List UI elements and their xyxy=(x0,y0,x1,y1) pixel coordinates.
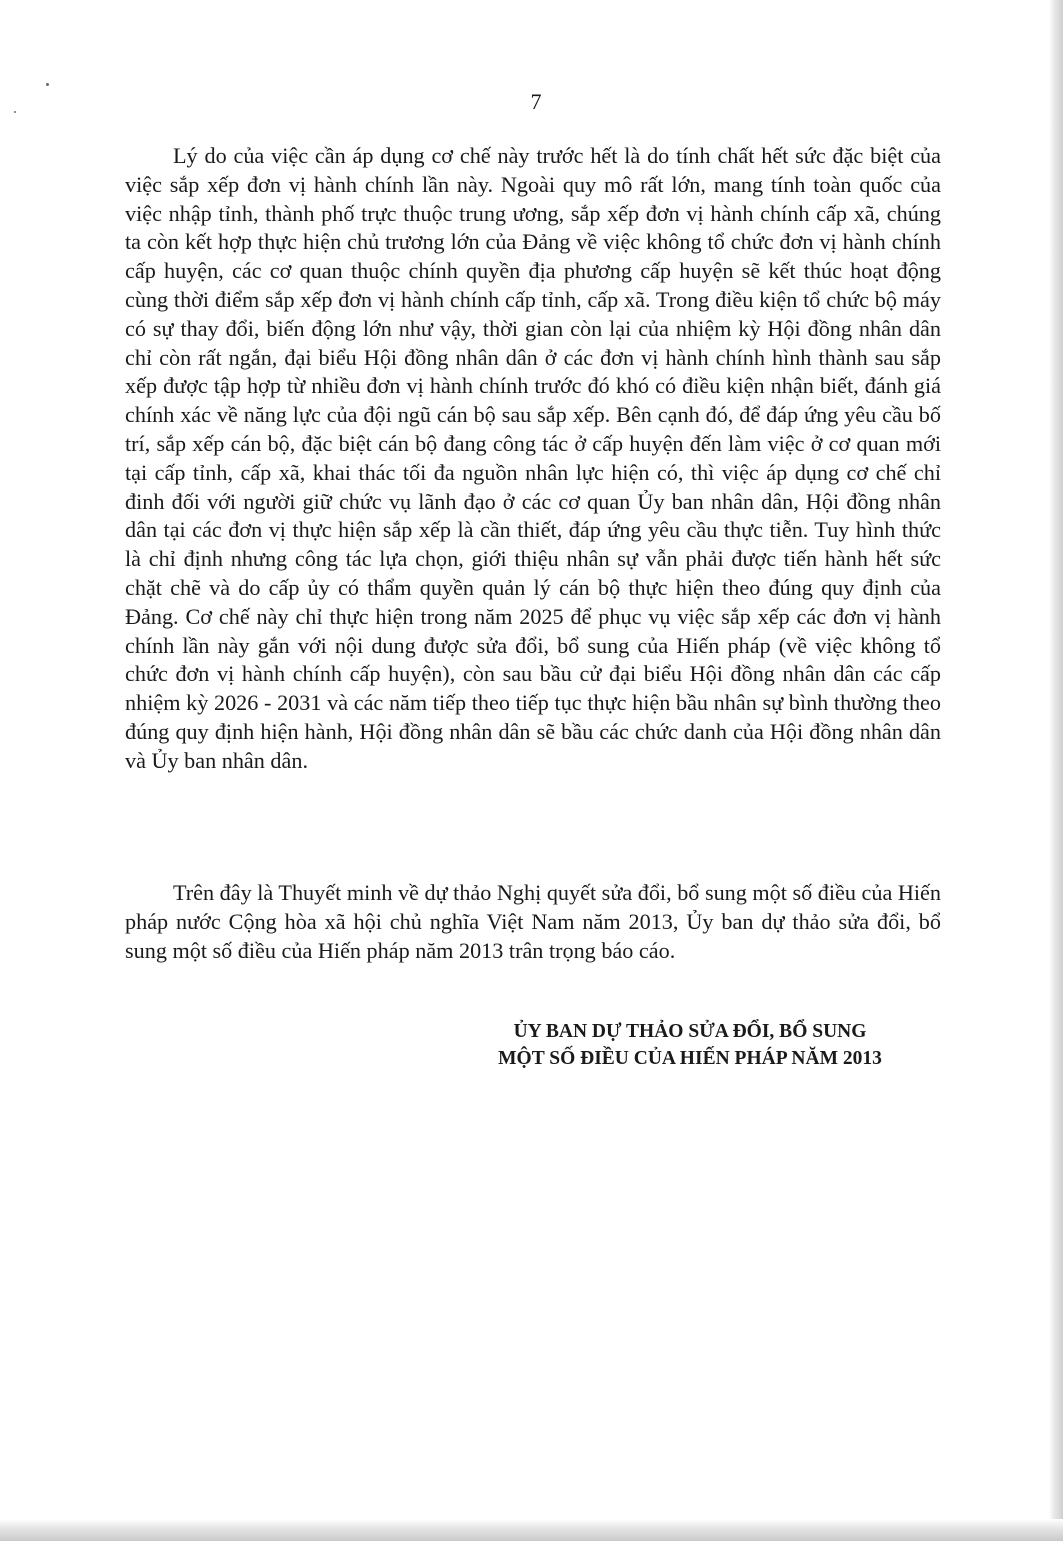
signature-block xyxy=(440,1018,940,1072)
signature-line-2: MỘT SỐ ĐIỀU CỦA HIẾN PHÁP NĂM 2013 xyxy=(498,1048,882,1069)
page-number: 7 xyxy=(530,89,542,114)
scan-shadow-right xyxy=(1049,0,1063,1541)
scan-shadow-bottom xyxy=(0,1519,1063,1541)
signature-line-1: ỦY BAN DỰ THẢO SỬA ĐỔI, BỔ SUNG xyxy=(513,1021,867,1042)
body-paragraph-closing: Trên đây là Thuyết minh về dự thảo Nghị quyết sửa đổi, bổ sung một số điều của Hiến pháp nước Cộng hòa xã hội chủ nghĩa Việt Nam năm 2013, Ủy ban dự thảo sửa đổi, bổ sung một số điều của Hiến pháp năm 2013 trân trọng báo cáo. xyxy=(125,880,941,963)
scan-speck xyxy=(46,83,49,86)
body-paragraph-reasoning: Lý do của việc cần áp dụng cơ chế này trước hết là do tính chất hết sức đặc biệt của việc sắp xếp đơn vị hành chính lần này. Ngoài quy mô rất lớn, mang tính toàn quốc của việc nhập tỉnh, thành phố trực thuộc trung ương, sắp xếp đơn vị hành chính cấp xã, chúng ta còn kết hợp thực hiện chủ trương lớn của Đảng về việc không tổ chức đơn vị hành chính cấp huyện, các cơ quan thuộc chính quyền địa phương cấp huyện sẽ kết thúc hoạt động cùng thời điểm sắp xếp đơn vị hành chính cấp tỉnh, cấp xã. Trong điều kiện tổ chức bộ máy có sự thay đổi, biến động lớn như vậy, thời gian còn lại của nhiệm kỳ Hội đồng nhân dân chỉ còn rất ngắn, đại biểu Hội đồng nhân dân ở các đơn vị hành chính hình thành sau sắp xếp được tập hợp từ nhiều đơn vị hành chính trước đó khó có điều kiện nhận biết, đánh giá chính xác về năng lực của đội ngũ cán bộ sau sắp xếp. Bên cạnh đó, để đáp ứng yêu cầu bố trí, sắp xếp cán bộ, đặc biệt cán bộ đang công tác ở cấp huyện đến làm việc ở cơ quan mới tại cấp tỉnh, cấp xã, khai thác tối đa nguồn nhân lực hiện có, thì việc áp dụng cơ chế chỉ đinh đối với người giữ chức vụ lãnh đạo ở các cơ quan Ủy ban nhân dân, Hội đồng nhân dân tại các đơn vị thực hiện sắp xếp là cần thiết, đáp ứng yêu cầu thực tiễn. Tuy hình thức là chỉ định nhưng công tác lựa chọn, giới thiệu nhân sự vẫn phải được tiến hành hết sức chặt chẽ và do cấp ủy có thẩm quyền quản lý cán bộ thực hiện theo đúng quy định của Đảng. Cơ chế này chỉ thực hiện trong năm 2025 để phục vụ việc sắp xếp các đơn vị hành chính lần này gắn với nội dung được sửa đổi, bổ sung của Hiến pháp (về việc không tổ chức đơn vị hành chính cấp huyện), còn sau bầu cử đại biểu Hội đồng nhân dân các cấp nhiệm kỳ 2026 - 2031 và các năm tiếp theo tiếp tục thực hiện bầu nhân sự bình thường theo đúng quy định hiện hành, Hội đồng nhân dân sẽ bầu các chức danh của Hội đồng nhân dân và Ủy ban nhân dân. xyxy=(125,143,941,773)
